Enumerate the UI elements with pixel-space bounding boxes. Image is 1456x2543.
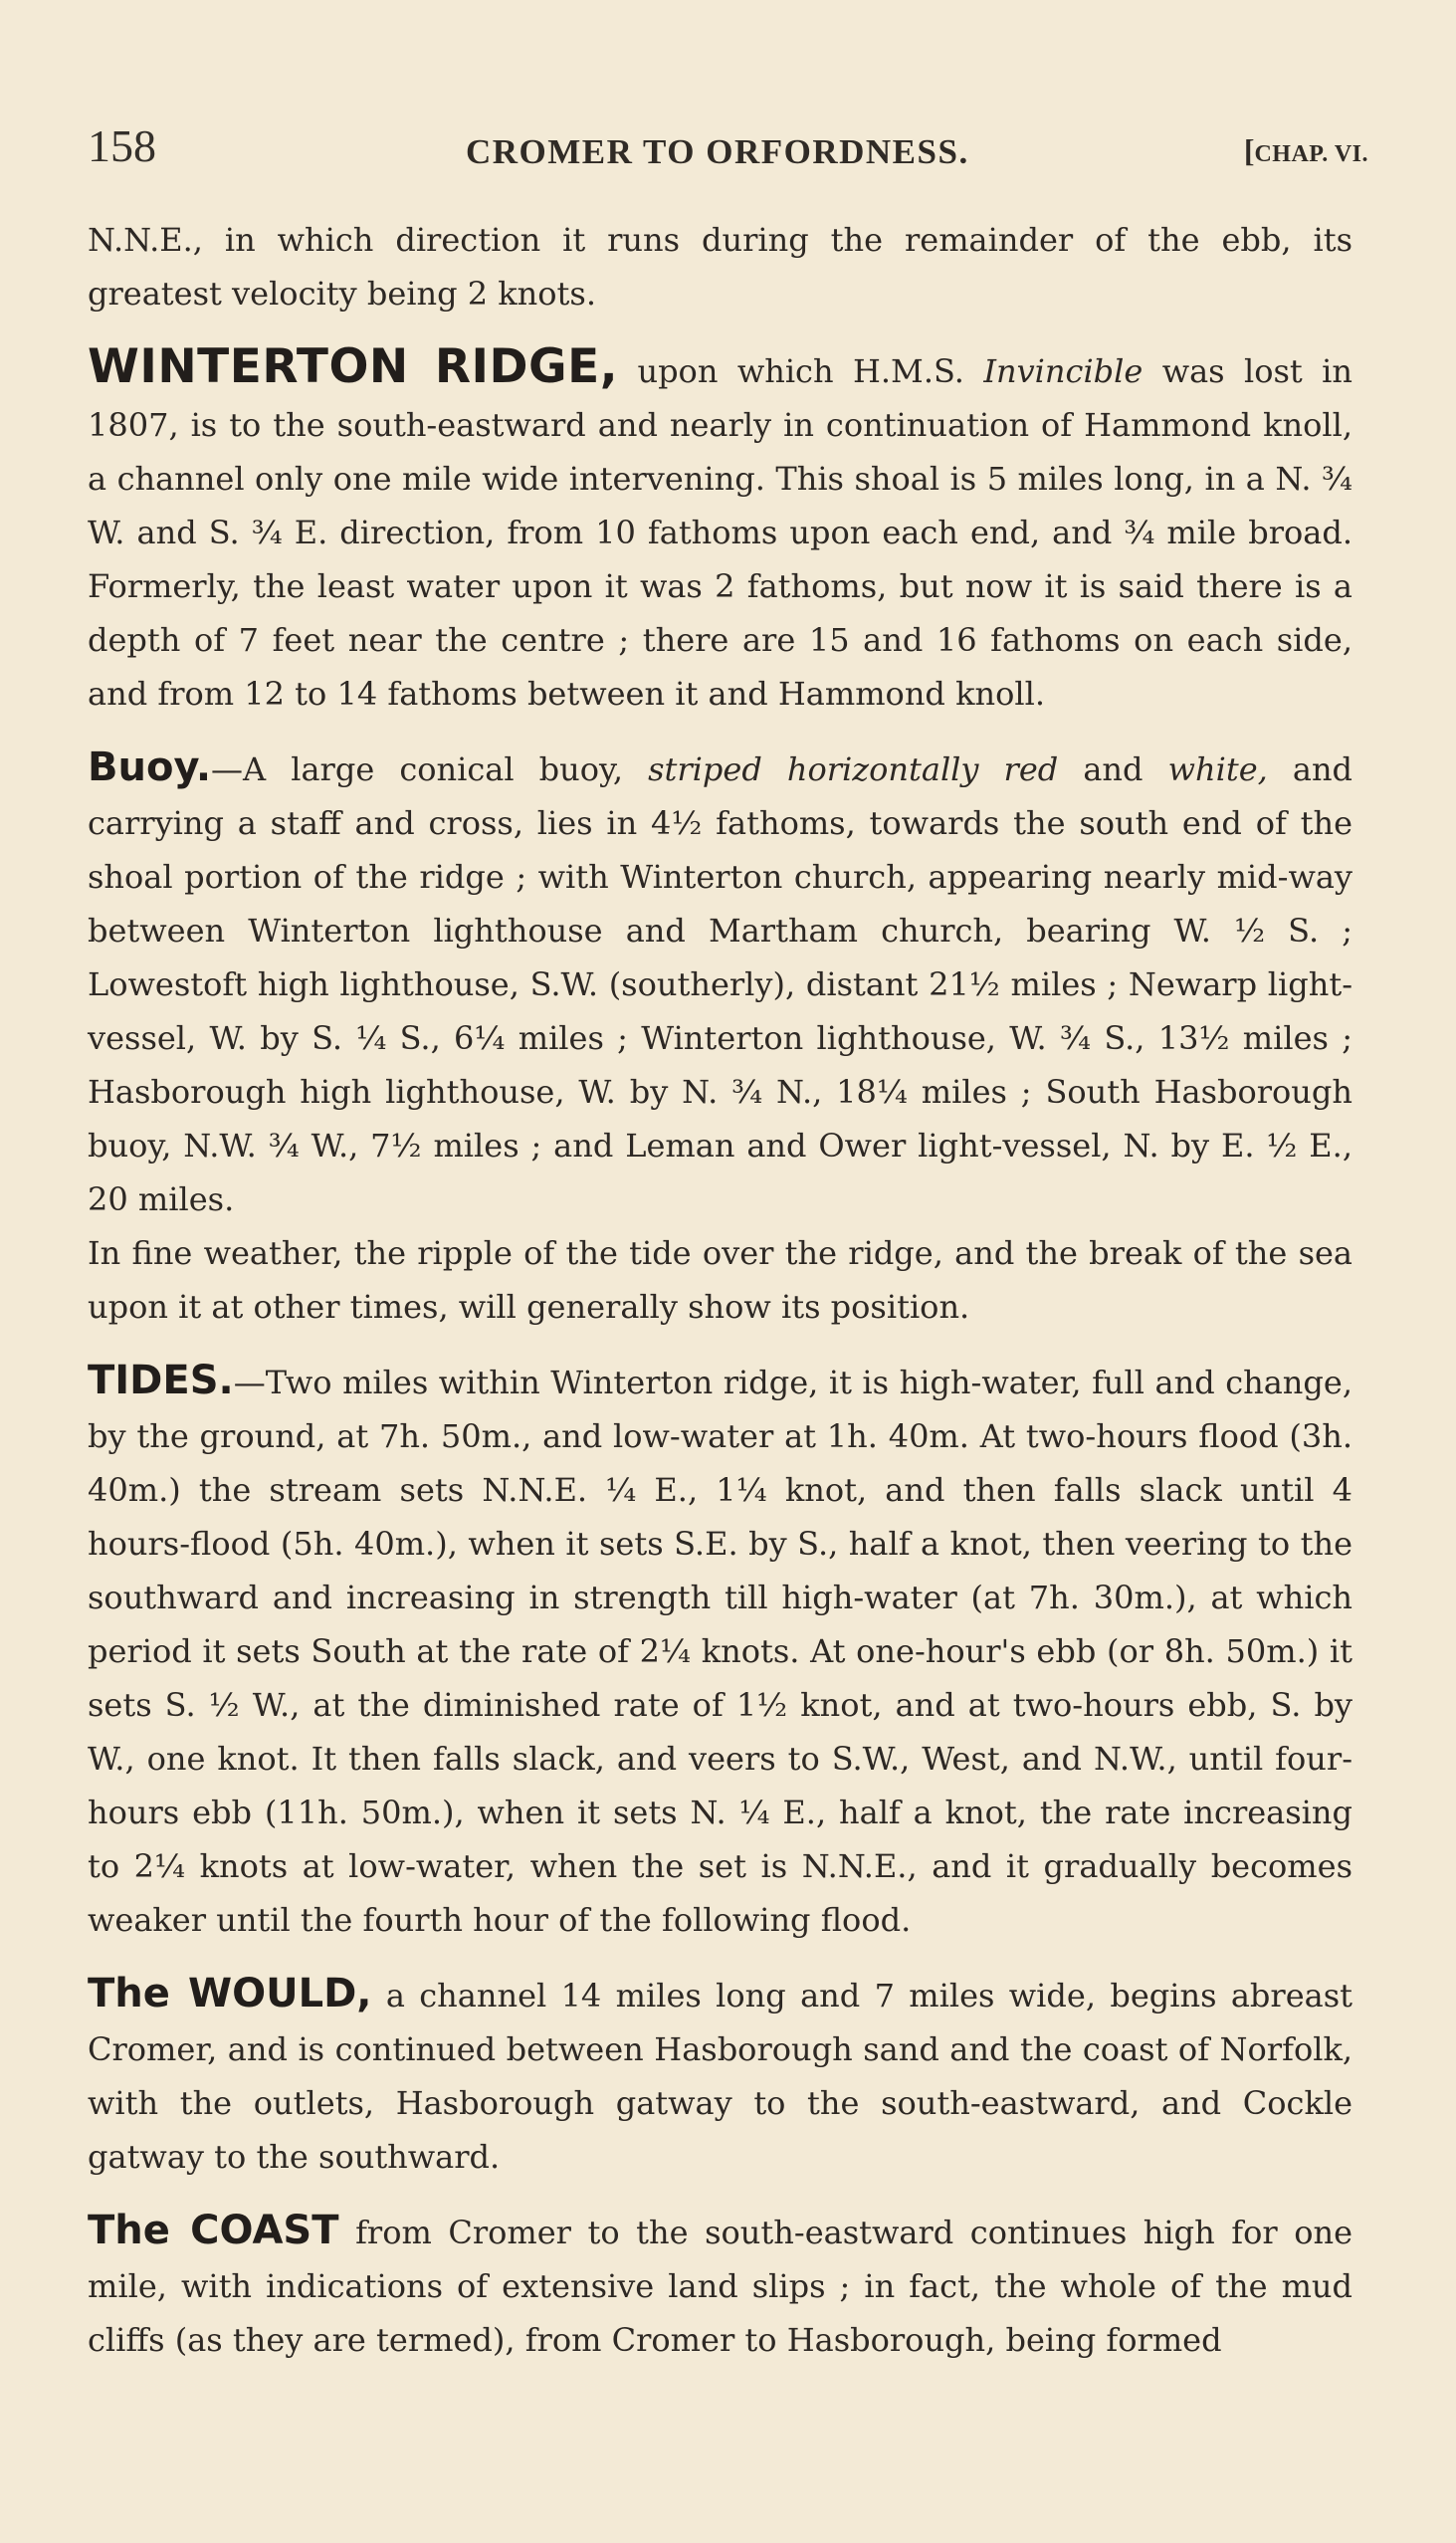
running-title: CROMER TO ORFORDNESS.	[466, 132, 969, 171]
page-number: 158	[88, 120, 156, 171]
paragraph-winterton-ridge	[88, 340, 1352, 721]
paragraph-buoy	[88, 741, 1352, 1226]
italic-text: striped horizontally red	[648, 750, 1059, 788]
paragraph-text: —A large conical buoy,	[211, 750, 649, 788]
section-heading-would: The WOULD,	[88, 1971, 372, 2016]
paragraph-text: and	[1058, 750, 1168, 788]
paragraph-text: from Cromer to the south-eastward continues high for one mile, with indications of extensive land slips ; in fact, the whole of the mud cliffs (as they are termed), from Cromer to Hasborough, being formed	[88, 2214, 1353, 2359]
ship-name: Invincible	[983, 352, 1144, 390]
paragraph-text: a channel 14 miles long and 7 miles wide, begins abreast Cromer, and is continued between Hasborough sand and the coast of Norfolk, with the outlets, Hasborough gatway to the south-eastward, and Cockle gatway to the southward.	[88, 1977, 1353, 2176]
running-head	[88, 119, 1368, 179]
paragraph-text: was lost in 1807, is to the south-eastward and nearly in continuation of Hammond knoll, a channel only one mile wide intervening. This shoal is 5 miles long, in a N. ¾ W. and S. ¾ E. direction, from 10 fathoms upon each end, and ¾ mile broad. Formerly, the least water upon it was 2 fathoms, but now it is said there is a depth of 7 feet near the centre ; there are 15 and 16 fathoms on each side, and from 12 to 14 fathoms between it and Hammond knoll.	[88, 352, 1353, 713]
chapter-text: CHAP. VI.	[1254, 141, 1368, 167]
section-heading-buoy: Buoy.	[88, 744, 212, 790]
chapter-bracket: [	[1243, 132, 1255, 168]
paragraph-would	[88, 1967, 1352, 2184]
paragraph-continuation: N.N.E., in which direction it runs during the remainder of the ebb, its greatest velocity being 2 knots.	[88, 221, 1352, 313]
paragraph-tides	[88, 1354, 1352, 1947]
paragraph-coast	[88, 2204, 1352, 2367]
chapter-label	[1244, 132, 1368, 169]
paragraph-text: upon which H.M.S.	[618, 352, 984, 390]
section-heading-winterton-ridge: WINTERTON RIDGE,	[88, 339, 619, 394]
section-heading-coast: The COAST	[88, 2208, 339, 2253]
italic-text: white,	[1167, 750, 1268, 788]
paragraph-text: —Two miles within Winterton ridge, it is high-water, full and change, by the ground, at 7h. 50m., and low-water at 1h. 40m. At two-hours flood (3h. 40m.) the stream sets N.N.E. ¼ E., 1¼ knot, and then falls slack until 4 hours-flood (5h. 40m.), when it sets S.E. by S., half a knot, then veering to the southward and increasing in strength till high-water (at 7h. 30m.), at which period it sets South at the rate of 2¼ knots. At one-hour's ebb (or 8h. 50m.) it sets S. ½ W., at the diminished rate of 1½ knot, and at two-hours ebb, S. by W., one knot. It then falls slack, and veers to S.W., West, and N.W., until four-hours ebb (11h. 50m.), when it sets N. ¼ E., half a knot, the rate increasing to 2¼ knots at low-water, when the set is N.N.E., and it gradually becomes weaker until the fourth hour of the following flood.	[88, 1364, 1352, 1939]
paragraph-text: and carrying a staff and cross, lies in 4½ fathoms, towards the south end of the shoal portion of the ridge ; with Winterton church, appearing nearly mid-way between Winterton lighthouse and Martham church, bearing W. ½ S. ; Lowestoft high lighthouse, S.W. (southerly), distant 21½ miles ; Newarp light-vessel, W. by S. ¼ S., 6¼ miles ; Winterton lighthouse, W. ¾ S., 13½ miles ; Hasborough high lighthouse, W. by N. ¾ N., 18¼ miles ; South Hasborough buoy, N.W. ¾ W., 7½ miles ; and Leman and Ower light-vessel, N. by E. ½ E., 20 miles.	[88, 750, 1353, 1218]
paragraph-ripple: In fine weather, the ripple of the tide over the ridge, and the break of the sea upon it at other times, will generally show its position.	[88, 1234, 1352, 1326]
section-heading-tides: TIDES.	[88, 1358, 234, 1403]
body-text	[88, 213, 1352, 2367]
